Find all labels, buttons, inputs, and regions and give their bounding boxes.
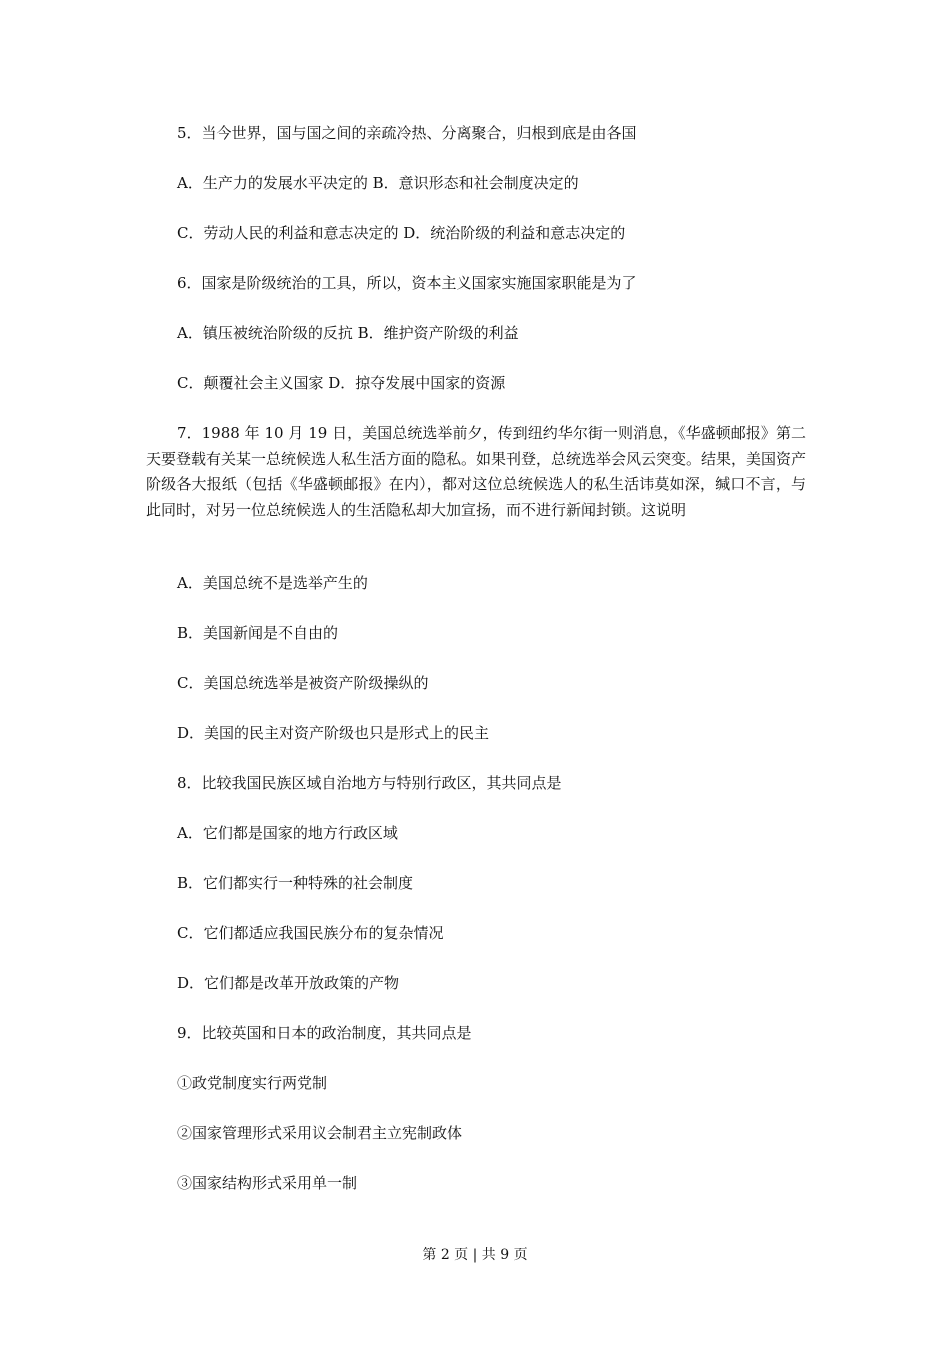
- question-8-option-c: C．它们都适应我国民族分布的复杂情况: [177, 924, 444, 942]
- question-9-item-2: ②国家管理形式采用议会制君主立宪制政体: [177, 1124, 463, 1142]
- question-9-item-3: ③国家结构形式采用单一制: [177, 1174, 358, 1192]
- question-7-option-a: A．美国总统不是选举产生的: [177, 574, 368, 592]
- question-6-stem: 6．国家是阶级统治的工具，所以，资本主义国家实施国家职能是为了: [177, 274, 637, 292]
- question-9-item-1: ①政党制度实行两党制: [177, 1074, 328, 1092]
- question-8-stem: 8．比较我国民族区域自治地方与特别行政区，其共同点是: [177, 774, 562, 792]
- question-6-options-ab: A．镇压被统治阶级的反抗 B．维护资产阶级的利益: [177, 324, 519, 342]
- question-7-option-b: B．美国新闻是不自由的: [177, 624, 339, 642]
- question-5-options-cd: C．劳动人民的利益和意志决定的 D．统治阶级的利益和意志决定的: [177, 224, 626, 242]
- question-7-stem: 7．1988 年 10 月 19 日，美国总统选举前夕，传到纽约华尔街一则消息，《华盛顿邮报》第二天要登载有关某一总统候选人私生活方面的隐私。如果刊登，总统选举会风云突变。结果，美国资产阶级各大报纸（包括《华盛顿邮报》在内），都对这位总统候选人的私生活讳莫如深，缄口不言，与此同时，对另一位总统候选人的生活隐私却大加宣扬，而不进行新闻封锁。这说明: [146, 424, 807, 519]
- question-6-options-cd: C．颠覆社会主义国家 D．掠夺发展中国家的资源: [177, 374, 506, 392]
- question-9-stem: 9．比较英国和日本的政治制度，其共同点是: [177, 1024, 472, 1042]
- question-7-option-c: C．美国总统选举是被资产阶级操纵的: [177, 674, 429, 692]
- question-5-stem: 5．当今世界，国与国之间的亲疏冷热、分离聚合，归根到底是由各国: [177, 124, 637, 142]
- page-footer: 第 2 页 | 共 9 页: [422, 1247, 528, 1263]
- question-7-option-d: D．美国的民主对资产阶级也只是形式上的民主: [177, 724, 490, 742]
- question-8-option-d: D．它们都是改革开放政策的产物: [177, 974, 400, 992]
- question-8-option-a: A．它们都是国家的地方行政区域: [177, 824, 398, 842]
- question-5-options-ab: A．生产力的发展水平决定的 B．意识形态和社会制度决定的: [177, 174, 579, 192]
- question-8-option-b: B．它们都实行一种特殊的社会制度: [177, 874, 414, 892]
